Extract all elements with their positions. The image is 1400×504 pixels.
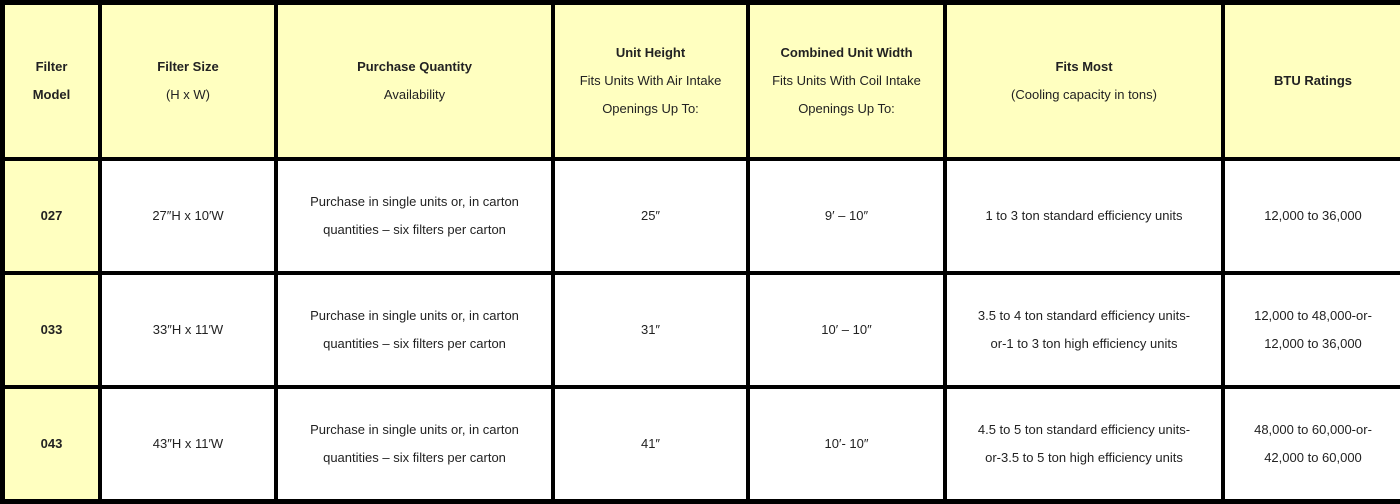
header-purchase-quantity-title: Purchase Quantity (357, 59, 472, 74)
cell-fits-most (945, 159, 1223, 273)
cell-filter-model: 043 (3, 387, 100, 501)
table-row (3, 273, 1400, 387)
header-combined-unit-width (748, 3, 945, 159)
cell-btu-ratings (1223, 387, 1400, 501)
fits-line-1: 3.5 to 4 ton standard efficiency units- (977, 308, 1191, 323)
table-row (3, 387, 1400, 501)
header-filter-model (3, 3, 100, 159)
purchase-line-1: Purchase in single units or, in carton (310, 422, 519, 437)
btu-line-2: 42,000 to 60,000 (1264, 450, 1362, 465)
header-fits-most (945, 3, 1223, 159)
fits-line-2: or-1 to 3 ton high efficiency units (990, 336, 1178, 351)
header-purchase-quantity-sub: Availability (383, 87, 446, 102)
table-body (3, 159, 1400, 501)
cell-combined-width: 9′ – 10″ (748, 159, 945, 273)
header-filter-size-sub: (H x W) (165, 87, 211, 102)
purchase-line-2: quantities – six filters per carton (323, 222, 506, 237)
header-unit-height-sub2: Openings Up To: (602, 101, 699, 116)
cell-purchase-quantity (276, 273, 553, 387)
header-btu-ratings-title: BTU Ratings (1274, 73, 1352, 88)
cell-combined-width: 10′ – 10″ (748, 273, 945, 387)
header-filter-model-line2: Model (32, 87, 71, 102)
cell-filter-size: 43″H x 11′W (100, 387, 276, 501)
table-row (3, 159, 1400, 273)
cell-filter-model: 033 (3, 273, 100, 387)
header-filter-size-title: Filter Size (157, 59, 219, 74)
header-unit-height-title: Unit Height (615, 45, 686, 60)
cell-btu-ratings (1223, 273, 1400, 387)
cell-purchase-quantity (276, 387, 553, 501)
header-purchase-quantity (276, 3, 553, 159)
header-fits-most-title: Fits Most (1055, 59, 1113, 74)
cell-filter-model: 027 (3, 159, 100, 273)
header-unit-height (553, 3, 748, 159)
cell-fits-most (945, 273, 1223, 387)
header-combined-unit-width-sub2: Openings Up To: (798, 101, 895, 116)
btu-line-1: 12,000 to 48,000-or- (1254, 308, 1372, 323)
fits-line-2: or-3.5 to 5 ton high efficiency units (985, 450, 1183, 465)
cell-combined-width: 10′- 10″ (748, 387, 945, 501)
purchase-line-1: Purchase in single units or, in carton (310, 194, 519, 209)
header-fits-most-sub: (Cooling capacity in tons) (1011, 87, 1157, 102)
btu-line-1: 48,000 to 60,000-or- (1254, 422, 1372, 437)
cell-unit-height: 31″ (553, 273, 748, 387)
cell-btu-ratings (1223, 159, 1400, 273)
cell-filter-size: 33″H x 11′W (100, 273, 276, 387)
fits-line-1: 1 to 3 ton standard efficiency units (985, 208, 1183, 223)
cell-filter-size: 27″H x 10′W (100, 159, 276, 273)
header-filter-model-line1: Filter (35, 59, 68, 74)
btu-line-1: 12,000 to 36,000 (1264, 208, 1362, 223)
header-filter-size (100, 3, 276, 159)
header-combined-unit-width-sub1: Fits Units With Coil Intake (772, 73, 921, 88)
cell-fits-most (945, 387, 1223, 501)
cell-purchase-quantity (276, 159, 553, 273)
cell-unit-height: 25″ (553, 159, 748, 273)
purchase-line-2: quantities – six filters per carton (323, 336, 506, 351)
fits-line-1: 4.5 to 5 ton standard efficiency units- (977, 422, 1191, 437)
purchase-line-2: quantities – six filters per carton (323, 450, 506, 465)
header-combined-unit-width-title: Combined Unit Width (780, 45, 913, 60)
header-btu-ratings (1223, 3, 1400, 159)
btu-line-2: 12,000 to 36,000 (1264, 336, 1362, 351)
purchase-line-1: Purchase in single units or, in carton (310, 308, 519, 323)
cell-unit-height: 41″ (553, 387, 748, 501)
header-row (3, 3, 1400, 159)
header-unit-height-sub1: Fits Units With Air Intake (579, 73, 722, 88)
table-header (3, 3, 1400, 159)
